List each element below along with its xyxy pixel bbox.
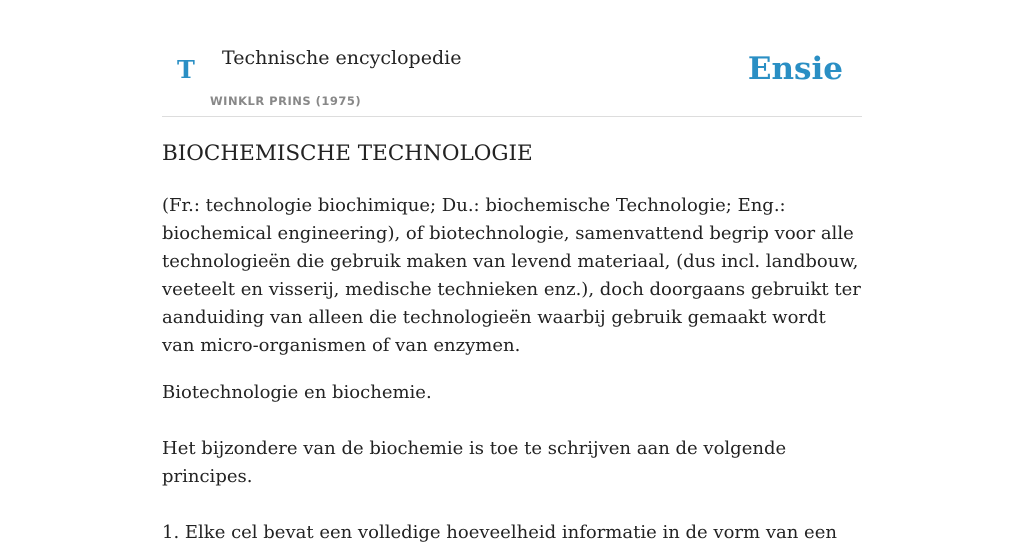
book-subtitle: WINKLR PRINS (1975) [210,94,362,108]
article-body [162,138,862,547]
book-logo-icon[interactable]: T [177,55,195,84]
article-paragraph: Het bijzondere van de biochemie is toe te schrijven aan de volgende principes. [162,438,787,487]
page-header [162,0,862,117]
article-paragraph: Biotechnologie en biochemie. [162,382,432,403]
book-title[interactable]: Technische encyclopedie [222,47,462,69]
article-paragraph: 1. Elke cel bevat een volledige hoeveelheid informatie in de vorm van een [162,522,837,543]
article-title: BIOCHEMISCHE TECHNOLOGIE [162,141,533,166]
brand-logo[interactable]: Ensie [747,51,843,87]
article-paragraph: (Fr.: technologie biochimique; Du.: biochemische Technologie; Eng.: biochemical engineering), of biotechnologie, samenvattend begrip voor alle technologieën die gebruik maken van levend materiaal, (dus incl. landbouw, veeteelt en visserij, medische technieken enz.), doch doorgaans gebruikt ter aanduiding van alleen die technologieën waarbij gebruik gemaakt wordt van micro-organismen of van enzymen. [162,195,861,356]
